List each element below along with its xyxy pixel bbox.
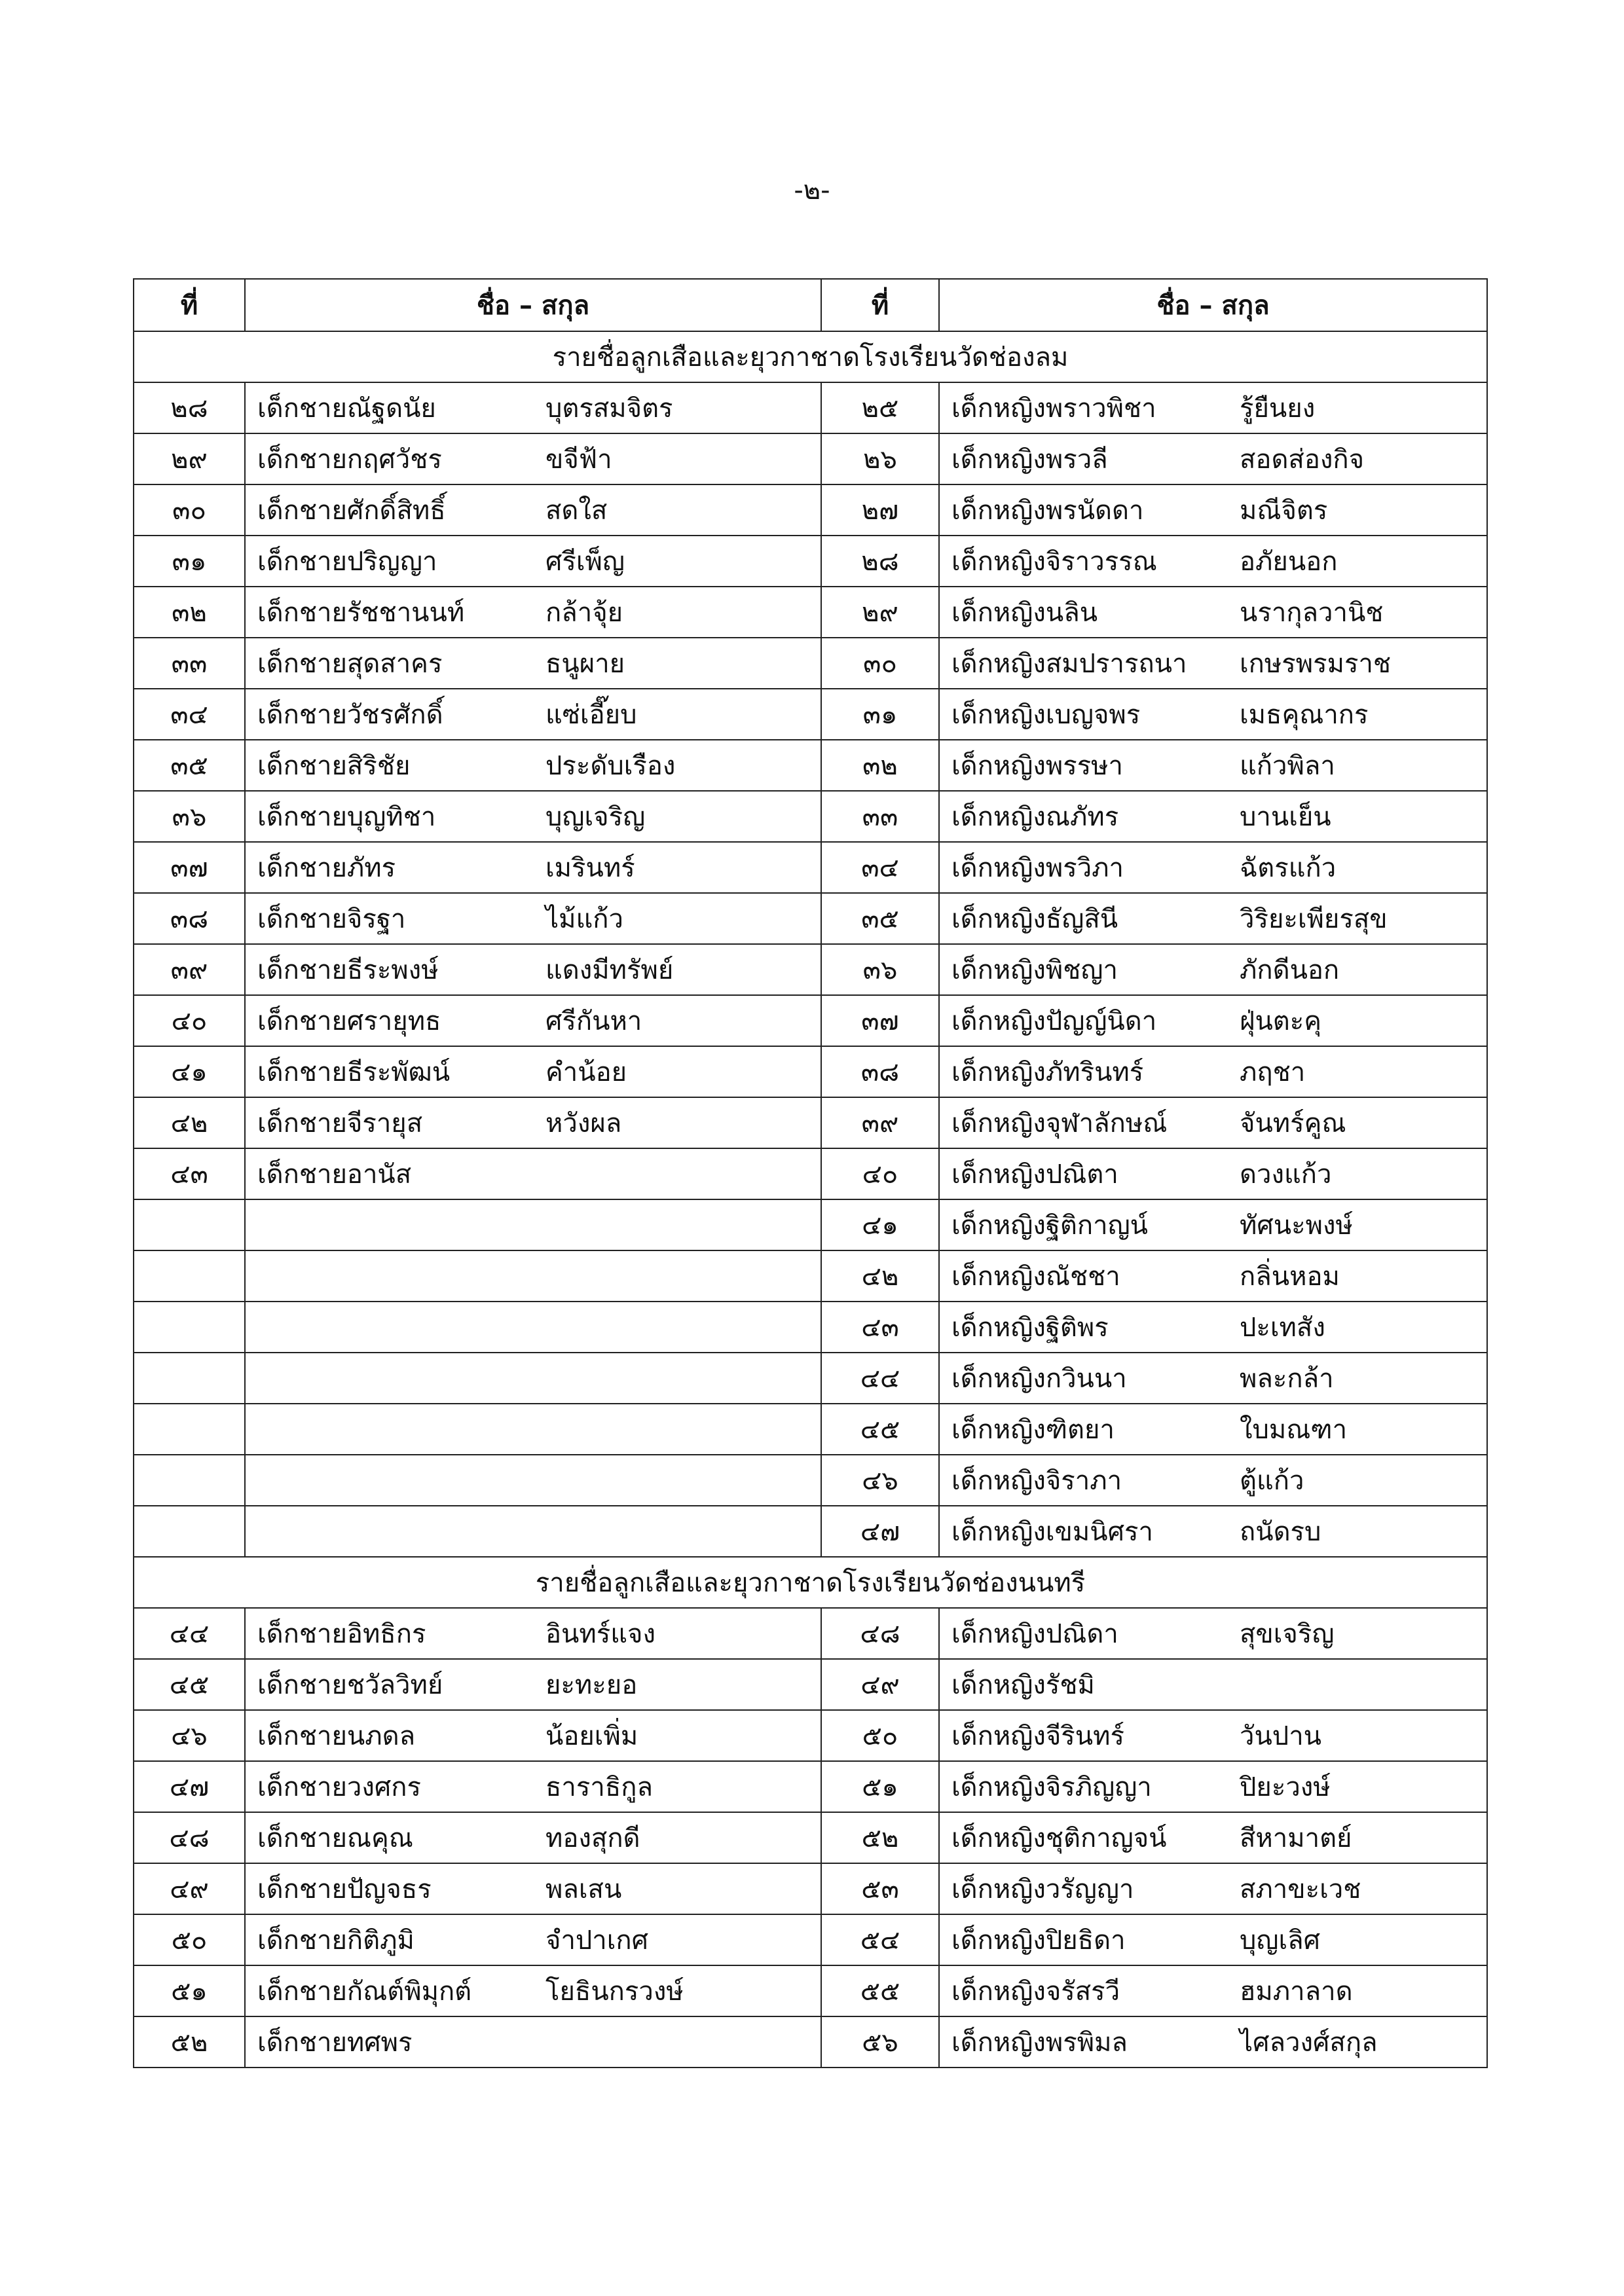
first-name: เด็กหญิงเบญจพร [951,700,1141,730]
first-name: เด็กหญิงพรรษา [951,751,1124,781]
row-number-right: ๕๓ [821,1863,939,1914]
student-name-right [939,1761,1487,1812]
section-title: รายชื่อลูกเสือและยุวกาชาดโรงเรียนวัดช่องนนทรี [134,1557,1487,1608]
student-name-right [939,1455,1487,1506]
student-name-left [245,382,821,433]
table-row [134,587,1487,638]
student-name-right [939,1148,1487,1199]
table-row [134,2016,1487,2068]
section-title: รายชื่อลูกเสือและยุวกาชาดโรงเรียนวัดช่องลม [134,331,1487,382]
student-name-left [245,995,821,1046]
row-number-right: ๔๑ [821,1199,939,1250]
first-name: เด็กหญิงปณิตา [951,1159,1118,1190]
last-name: ปะเทสัง [1240,1313,1325,1343]
row-number-right: ๓๗ [821,995,939,1046]
last-name: ขจีฟ้า [545,445,612,475]
row-number-right: ๒๙ [821,587,939,638]
row-number-left: ๔๒ [134,1097,245,1148]
row-number-right: ๕๖ [821,2016,939,2068]
table-row [134,1455,1487,1506]
student-name-right [939,1353,1487,1404]
table-row [134,995,1487,1046]
student-name-right [939,1863,1487,1914]
table-row [134,842,1487,893]
last-name: ธนูผาย [545,649,625,679]
first-name: เด็กชายบุญทิชา [257,802,436,832]
row-number-right: ๓๓ [821,791,939,842]
first-name: เด็กชายกัณต์พิมุกต์ [257,1977,472,2007]
student-name-left [245,842,821,893]
last-name: บานเย็น [1240,802,1331,832]
student-name-right [939,1710,1487,1761]
student-name-left [245,1608,821,1659]
row-number-left: ๓๐ [134,484,245,536]
row-number-left: ๓๔ [134,689,245,740]
first-name: เด็กชายจีรายุส [257,1108,423,1139]
roster-body [134,331,1487,2068]
table-row [134,1046,1487,1097]
last-name: เมธคุณากร [1240,700,1369,730]
table-row [134,536,1487,587]
last-name: โยธินกรวงษ์ [545,1977,684,2007]
last-name: ประดับเรือง [545,751,676,781]
row-number-right: ๕๒ [821,1812,939,1863]
last-name: วันปาน [1240,1721,1321,1751]
student-name-right [939,536,1487,587]
first-name: เด็กชายปริญญา [257,547,437,577]
last-name: ปิยะวงษ์ [1240,1772,1331,1802]
row-number-right: ๒๕ [821,382,939,433]
student-name-left [245,1710,821,1761]
student-name-left [245,484,821,536]
row-number-right: ๔๓ [821,1302,939,1353]
student-name-right [939,433,1487,484]
row-number-left: ๓๙ [134,944,245,995]
table-row [134,1404,1487,1455]
first-name: เด็กชายกิติภูมิ [257,1925,415,1956]
first-name: เด็กหญิงจิราวรรณ [951,547,1157,577]
last-name: วิริยะเพียรสุข [1240,904,1388,934]
first-name: เด็กชายสุดสาคร [257,649,443,679]
first-name: เด็กหญิงพรนัดดา [951,496,1144,526]
student-name-right [939,689,1487,740]
student-name-right [939,638,1487,689]
first-name: เด็กหญิงปิยธิดา [951,1925,1126,1956]
last-name: นรากุลวานิช [1240,598,1384,628]
table-row [134,1608,1487,1659]
table-row [134,791,1487,842]
last-name: บุญเจริญ [545,802,646,832]
row-number-right: ๒๗ [821,484,939,536]
student-name-right [939,1659,1487,1710]
row-number-right: ๔๐ [821,1148,939,1199]
header-num-left: ที่ [134,279,245,331]
last-name: ไม้แก้ว [545,904,623,934]
last-name: ภฤชา [1240,1057,1306,1087]
row-number-right: ๓๔ [821,842,939,893]
student-name-right [939,484,1487,536]
first-name: เด็กหญิงพรวิภา [951,853,1124,883]
student-name-left [245,1250,821,1302]
row-number-left [134,1302,245,1353]
student-name-left [245,1812,821,1863]
row-number-right: ๔๙ [821,1659,939,1710]
student-name-left [245,1404,821,1455]
row-number-left [134,1250,245,1302]
last-name: แซ่เอี๊ยบ [545,700,637,730]
first-name: เด็กหญิงจรัสรวี [951,1977,1120,2007]
first-name: เด็กหญิงเขมนิศรา [951,1517,1153,1547]
row-number-left: ๓๖ [134,791,245,842]
row-number-right: ๔๗ [821,1506,939,1557]
last-name: น้อยเพิ่ม [545,1721,638,1751]
row-number-left: ๒๘ [134,382,245,433]
first-name: เด็กหญิงธัญสินี [951,904,1118,934]
student-name-right [939,740,1487,791]
table-row [134,1812,1487,1863]
student-name-left [245,1659,821,1710]
student-name-left [245,1455,821,1506]
student-name-right [939,1097,1487,1148]
student-name-right [939,382,1487,433]
row-number-right: ๓๐ [821,638,939,689]
row-number-left: ๕๐ [134,1914,245,1965]
first-name: เด็กหญิงพรพิมล [951,2028,1128,2058]
student-name-left [245,1353,821,1404]
row-number-left: ๓๘ [134,893,245,944]
row-number-right: ๔๕ [821,1404,939,1455]
first-name: เด็กชายวงศกร [257,1772,421,1802]
row-number-left [134,1353,245,1404]
last-name: บุญเลิศ [1240,1925,1321,1956]
table-row [134,484,1487,536]
row-number-left: ๓๗ [134,842,245,893]
table-row [134,1914,1487,1965]
last-name: ทองสุกดี [545,1823,640,1853]
row-number-left: ๒๙ [134,433,245,484]
table-row [134,1965,1487,2016]
last-name: คำน้อย [545,1057,627,1087]
first-name: เด็กชายสิริชัย [257,751,411,781]
last-name: ดวงแก้ว [1240,1159,1332,1190]
student-name-left [245,536,821,587]
header-num-right: ที่ [821,279,939,331]
table-row [134,1710,1487,1761]
row-number-left: ๓๓ [134,638,245,689]
student-name-left [245,2016,821,2068]
last-name: แดงมีทรัพย์ [545,955,674,985]
first-name: เด็กชายณคุณ [257,1823,413,1853]
last-name: ใบมณฑา [1240,1415,1348,1445]
page-number: -๒- [794,175,830,206]
row-number-left: ๓๑ [134,536,245,587]
row-number-left: ๔๙ [134,1863,245,1914]
last-name: สภาขะเวช [1240,1874,1361,1904]
last-name: สุขเจริญ [1240,1619,1335,1649]
student-name-right [939,1199,1487,1250]
first-name: เด็กชายอิทธิกร [257,1619,426,1649]
last-name: เมรินทร์ [545,853,635,883]
row-number-right: ๕๕ [821,1965,939,2016]
first-name: เด็กหญิงณภัทร [951,802,1119,832]
row-number-right: ๔๖ [821,1455,939,1506]
student-name-right [939,1404,1487,1455]
last-name: หวังผล [545,1108,622,1139]
row-number-left: ๓๒ [134,587,245,638]
first-name: เด็กหญิงนลิน [951,598,1098,628]
first-name: เด็กชายณัฐดนัย [257,393,436,424]
last-name: ฮมภาลาด [1240,1977,1353,2007]
table-row [134,944,1487,995]
student-name-left [245,1046,821,1097]
first-name: เด็กหญิงพรวลี [951,445,1108,475]
row-number-right: ๕๔ [821,1914,939,1965]
last-name: จันทร์คูณ [1240,1108,1346,1139]
row-number-left: ๔๘ [134,1812,245,1863]
first-name: เด็กหญิงฑิตยา [951,1415,1115,1445]
first-name: เด็กชายศักดิ์สิทธิ์ [257,496,446,526]
first-name: เด็กหญิงจุฬาลักษณ์ [951,1108,1168,1139]
student-name-left [245,1863,821,1914]
student-name-right [939,1506,1487,1557]
student-name-right [939,944,1487,995]
row-number-right: ๕๐ [821,1710,939,1761]
last-name: ถนัดรบ [1240,1517,1321,1547]
row-number-left [134,1404,245,1455]
student-name-right [939,995,1487,1046]
last-name: กล้าจุ้ย [545,598,623,628]
section-row [134,1557,1487,1608]
first-name: เด็กชายทศพร [257,2028,413,2058]
roster-table [133,278,1488,2068]
last-name: อภัยนอก [1240,547,1338,577]
first-name: เด็กหญิงกวินนา [951,1364,1127,1394]
row-number-right: ๕๑ [821,1761,939,1812]
last-name: ไศลวงศ์สกุล [1240,2028,1378,2058]
first-name: เด็กหญิงณัชชา [951,1262,1120,1292]
first-name: เด็กหญิงจิรภิญญา [951,1772,1152,1802]
table-row [134,382,1487,433]
last-name: กลิ่นหอม [1240,1262,1340,1292]
last-name: สดใส [545,496,608,526]
student-name-right [939,2016,1487,2068]
student-name-left [245,1761,821,1812]
first-name: เด็กหญิงปณิดา [951,1619,1118,1649]
first-name: เด็กชายปัญจธร [257,1874,432,1904]
first-name: เด็กหญิงปัญญ์นิดา [951,1006,1157,1036]
last-name: ฝุ่นตะคุ [1240,1006,1321,1036]
row-number-left: ๕๑ [134,1965,245,2016]
table-row [134,740,1487,791]
student-name-right [939,1046,1487,1097]
row-number-right: ๒๘ [821,536,939,587]
first-name: เด็กชายกฤศวัชร [257,445,442,475]
first-name: เด็กหญิงพิชญา [951,955,1118,985]
row-number-right: ๓๙ [821,1097,939,1148]
table-row [134,1659,1487,1710]
last-name: สีหามาตย์ [1240,1823,1352,1853]
row-number-left: ๔๖ [134,1710,245,1761]
row-number-left: ๔๔ [134,1608,245,1659]
table-row [134,893,1487,944]
last-name: รู้ยืนยง [1240,393,1316,424]
first-name: เด็กชายอานัส [257,1159,412,1190]
first-name: เด็กชายธีระพงษ์ [257,955,439,985]
table-row [134,689,1487,740]
table-row [134,1506,1487,1557]
student-name-right [939,842,1487,893]
first-name: เด็กชายศรายุทธ [257,1006,441,1036]
first-name: เด็กหญิงรัชมิ [951,1670,1095,1700]
row-number-left: ๕๒ [134,2016,245,2068]
row-number-left [134,1199,245,1250]
first-name: เด็กหญิงวรัญญา [951,1874,1134,1904]
student-name-left [245,791,821,842]
first-name: เด็กหญิงฐิติกาญน์ [951,1211,1148,1241]
last-name: จำปาเกศ [545,1925,649,1956]
last-name: ศรีเพ็ญ [545,547,625,577]
first-name: เด็กชายวัชรศักดิ์ [257,700,443,730]
first-name: เด็กหญิงภัทรินทร์ [951,1057,1144,1087]
row-number-right: ๓๕ [821,893,939,944]
first-name: เด็กชายชวัลวิทย์ [257,1670,443,1700]
first-name: เด็กหญิงฐิติพร [951,1313,1109,1343]
header-name-left: ชื่อ – สกุล [245,279,821,331]
student-name-left [245,944,821,995]
row-number-left: ๓๕ [134,740,245,791]
first-name: เด็กหญิงพราวพิชา [951,393,1156,424]
student-name-right [939,1302,1487,1353]
student-name-left [245,1506,821,1557]
table-row [134,1097,1487,1148]
student-name-right [939,1812,1487,1863]
table-row [134,638,1487,689]
student-name-left [245,1097,821,1148]
first-name: เด็กหญิงสมปรารถนา [951,649,1187,679]
last-name: ธาราธิกูล [545,1772,653,1802]
student-name-left [245,1302,821,1353]
table-row [134,1148,1487,1199]
table-row [134,1199,1487,1250]
table-row [134,1302,1487,1353]
table-row [134,1353,1487,1404]
last-name: สอดส่องกิจ [1240,445,1365,475]
student-name-right [939,1608,1487,1659]
first-name: เด็กชายธีระพัฒน์ [257,1057,451,1087]
table-row [134,1761,1487,1812]
row-number-left: ๔๐ [134,995,245,1046]
table-row [134,1250,1487,1302]
student-name-left [245,689,821,740]
table-row [134,433,1487,484]
table-row [134,1863,1487,1914]
last-name: แก้วพิลา [1240,751,1335,781]
row-number-left: ๔๓ [134,1148,245,1199]
row-number-left [134,1455,245,1506]
row-number-left: ๔๗ [134,1761,245,1812]
first-name: เด็กชายรัชชานนท์ [257,598,465,628]
student-name-right [939,1250,1487,1302]
first-name: เด็กชายจิรฐา [257,904,406,934]
row-number-right: ๓๖ [821,944,939,995]
row-number-right: ๔๘ [821,1608,939,1659]
student-name-left [245,433,821,484]
last-name: พละกล้า [1240,1364,1334,1394]
student-name-left [245,740,821,791]
first-name: เด็กหญิงชุติกาญจน์ [951,1823,1167,1853]
last-name: อินทร์แจง [545,1619,655,1649]
first-name: เด็กชายนภดล [257,1721,416,1751]
student-name-left [245,1199,821,1250]
last-name: ศรีกันหา [545,1006,642,1036]
last-name: ฉัตรแก้ว [1240,853,1337,883]
student-name-right [939,791,1487,842]
student-name-left [245,1914,821,1965]
row-number-right: ๓๒ [821,740,939,791]
student-name-right [939,893,1487,944]
student-name-left [245,638,821,689]
row-number-right: ๔๔ [821,1353,939,1404]
row-number-right: ๔๒ [821,1250,939,1302]
last-name: ตู้แก้ว [1240,1466,1304,1496]
last-name: พลเสน [545,1874,622,1904]
last-name: เกษรพรมราช [1240,649,1392,679]
student-name-left [245,893,821,944]
student-name-right [939,587,1487,638]
last-name: ภักดีนอก [1240,955,1340,985]
student-name-left [245,1148,821,1199]
last-name: มณีจิตร [1240,496,1328,526]
row-number-left: ๔๕ [134,1659,245,1710]
first-name: เด็กชายภัทร [257,853,396,883]
last-name: บุตรสมจิตร [545,393,673,424]
student-name-left [245,1965,821,2016]
last-name: ทัศนะพงษ์ [1240,1211,1353,1241]
student-name-right [939,1914,1487,1965]
row-number-right: ๓๘ [821,1046,939,1097]
row-number-right: ๒๖ [821,433,939,484]
student-name-right [939,1965,1487,2016]
row-number-left [134,1506,245,1557]
row-number-left: ๔๑ [134,1046,245,1097]
student-name-left [245,587,821,638]
first-name: เด็กหญิงจีรินทร์ [951,1721,1124,1751]
section-row [134,331,1487,382]
row-number-right: ๓๑ [821,689,939,740]
header-row [134,279,1487,331]
first-name: เด็กหญิงจิราภา [951,1466,1122,1496]
last-name: ยะทะยอ [545,1670,638,1700]
header-name-right: ชื่อ – สกุล [939,279,1487,331]
